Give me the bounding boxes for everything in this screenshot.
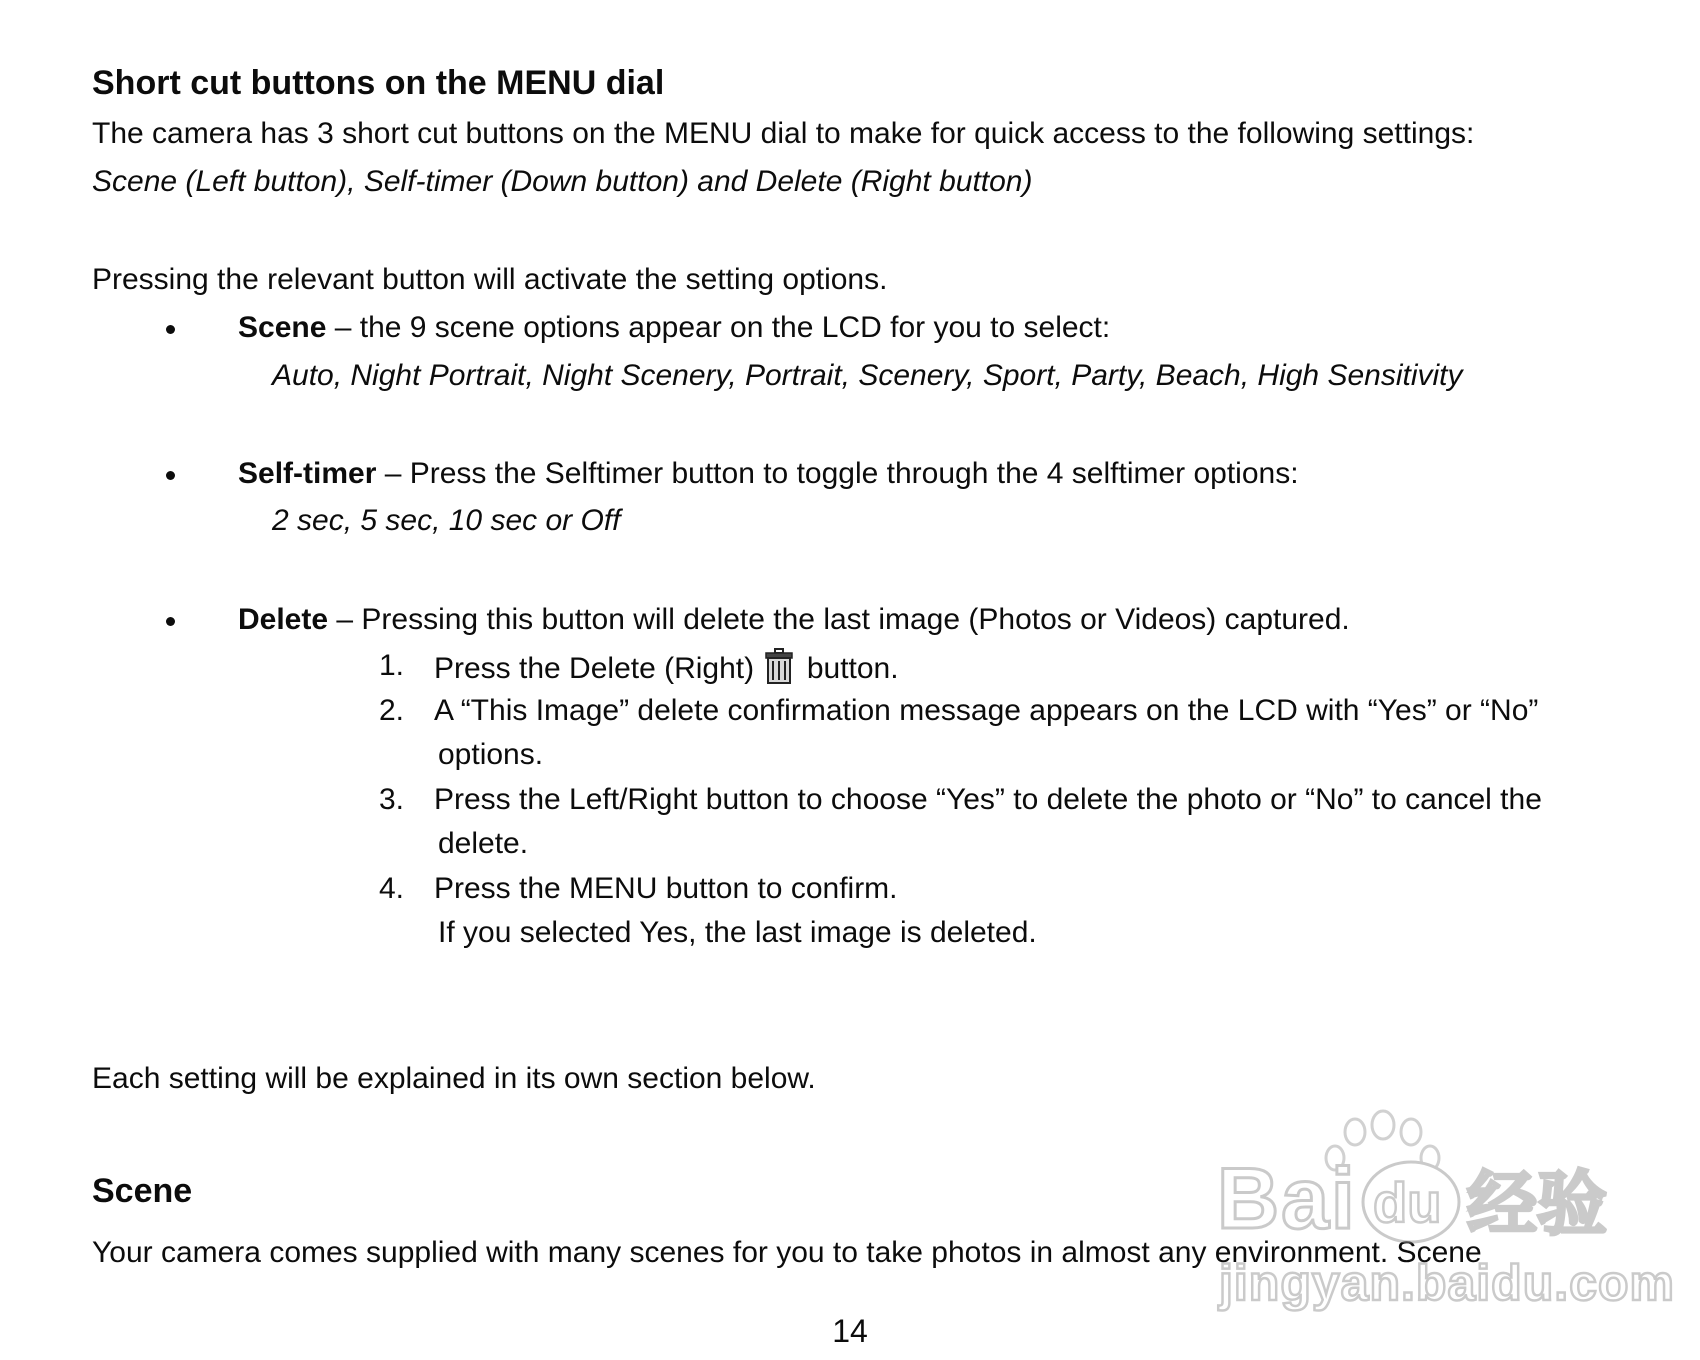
pressing-paragraph: Pressing the relevant button will activate the setting options. (92, 263, 888, 296)
bullet-term: Self-timer (238, 457, 377, 490)
bullet-text: – Press the Selftimer button to toggle through the 4 selftimer options: (376, 457, 1299, 490)
intro-buttons-list: Scene (Left button), Self-timer (Down button) and Delete (Right button) (92, 165, 1033, 198)
step-number: 3. (379, 783, 405, 816)
bullet-marker (166, 471, 175, 480)
step-2-line-2: options. (438, 738, 544, 771)
section-heading: Short cut buttons on the MENU dial (92, 64, 665, 102)
bullet-self-timer (238, 456, 1299, 492)
svg-text:du: du (1373, 1171, 1442, 1234)
step-text: button. (806, 652, 899, 685)
scene-options: Auto, Night Portrait, Night Scenery, Portrait, Scenery, Sport, Party, Beach, High Sensitivity (272, 359, 1463, 392)
trash-icon (764, 648, 794, 684)
intro-paragraph: The camera has 3 short cut buttons on the MENU dial to make for quick access to the following settings: (92, 117, 1475, 150)
baidu-jingyan-watermark (1215, 1110, 1675, 1315)
step-number: 1. (379, 649, 405, 682)
self-timer-options: 2 sec, 5 sec, 10 sec or Off (272, 504, 621, 537)
step-3-line-2: delete. (438, 827, 529, 860)
closing-paragraph: Each setting will be explained in its own section below. (92, 1062, 816, 1095)
scene-paragraph: Your camera comes supplied with many scenes for you to take photos in almost any environment. Scene (92, 1236, 1482, 1269)
step-4-line-1: Press the MENU button to confirm. (434, 872, 898, 905)
step-4-line-2: If you selected Yes, the last image is deleted. (438, 916, 1037, 949)
step-text: Press the Delete (Right) (434, 652, 755, 685)
svg-text:经验: 经验 (1467, 1163, 1607, 1245)
svg-text:jingyan.baidu.com: jingyan.baidu.com (1219, 1255, 1675, 1311)
step-number: 2. (379, 694, 405, 727)
step-1 (434, 648, 899, 687)
svg-text:Bai: Bai (1217, 1151, 1357, 1247)
step-number: 4. (379, 872, 405, 905)
bullet-term: Delete (238, 603, 329, 636)
bullet-text: – Pressing this button will delete the last image (Photos or Videos) captured. (328, 603, 1350, 636)
scene-heading: Scene (92, 1172, 193, 1210)
bullet-text: – the 9 scene options appear on the LCD for you to select: (326, 311, 1111, 344)
bullet-marker (166, 617, 175, 626)
step-2-line-1: A “This Image” delete confirmation message appears on the LCD with “Yes” or “No” (434, 694, 1539, 727)
bullet-marker (166, 325, 175, 334)
bullet-delete (238, 602, 1350, 638)
page-number: 14 (832, 1313, 868, 1349)
step-3-line-1: Press the Left/Right button to choose “Yes” to delete the photo or “No” to cancel the (434, 783, 1542, 816)
bullet-term: Scene (238, 311, 327, 344)
bullet-scene (238, 310, 1110, 346)
